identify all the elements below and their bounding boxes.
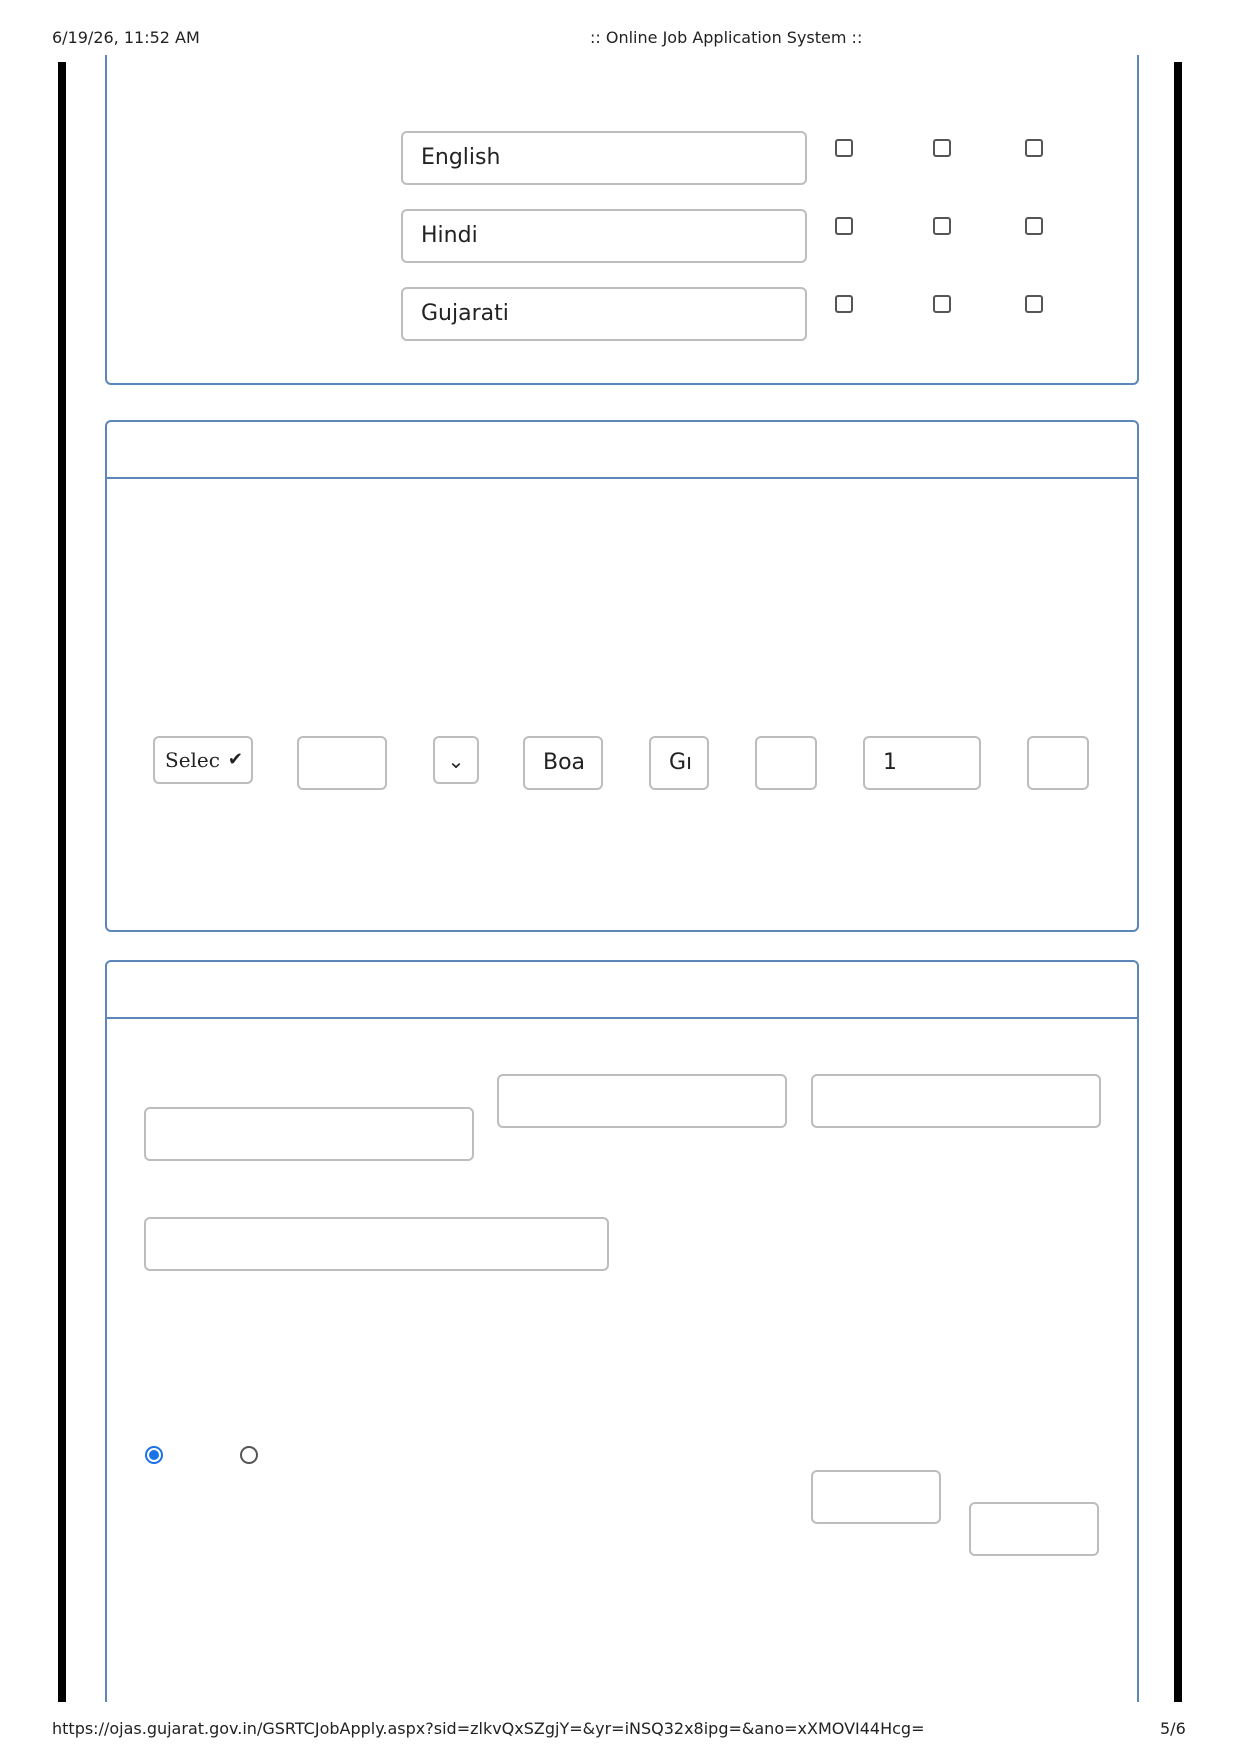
left-rail xyxy=(58,62,66,1702)
print-url: https://ojas.gujarat.gov.in/GSRTCJobApply.aspx?sid=zlkvQxSZgjY=&yr=iNSQ32x8ipg=&ano=xXMOVI44Hcg= xyxy=(52,1719,925,1738)
passing-year-input[interactable] xyxy=(755,736,817,790)
hindi-read-checkbox[interactable] xyxy=(835,217,853,235)
print-datetime: 6/19/26, 11:52 AM xyxy=(52,28,200,47)
english-read-checkbox[interactable] xyxy=(835,139,853,157)
institute-input[interactable]: Boa xyxy=(523,736,603,790)
right-rail xyxy=(1174,62,1182,1702)
class-select[interactable] xyxy=(433,736,479,784)
education-detail-select-value: Selec xyxy=(165,748,220,772)
hindi-speak-checkbox[interactable] xyxy=(1025,217,1043,235)
hindi-write-checkbox[interactable] xyxy=(933,217,951,235)
aadhar-input[interactable] xyxy=(144,1217,609,1271)
english-speak-checkbox[interactable] xyxy=(1025,139,1043,157)
print-page-number: 5/6 xyxy=(1160,1719,1186,1738)
last-trial-seat-input[interactable] xyxy=(1027,736,1089,790)
language-section xyxy=(105,55,1139,385)
valid-till-input[interactable] xyxy=(811,1074,1101,1128)
education-section-title xyxy=(107,422,1137,479)
print-page-title: :: Online Job Application System :: xyxy=(590,28,863,47)
language-input-english[interactable]: English xyxy=(401,131,807,185)
gujarati-write-checkbox[interactable] xyxy=(933,295,951,313)
license-date-input[interactable] xyxy=(497,1074,787,1128)
education-section xyxy=(105,420,1139,932)
percentage-input[interactable] xyxy=(297,736,387,790)
endorsement-date-input[interactable] xyxy=(811,1470,941,1524)
gujarati-read-checkbox[interactable] xyxy=(835,295,853,313)
language-input-hindi[interactable]: Hindi xyxy=(401,209,807,263)
outside-gujarat-radio[interactable] xyxy=(240,1446,258,1464)
education-detail-select[interactable] xyxy=(153,736,253,784)
gujarat-radio[interactable] xyxy=(145,1446,163,1464)
state-input[interactable]: Gı xyxy=(649,736,709,790)
english-write-checkbox[interactable] xyxy=(933,139,951,157)
license-section-title xyxy=(107,962,1137,1019)
nt-removal-date-input[interactable] xyxy=(969,1502,1099,1556)
license-section xyxy=(105,960,1139,1702)
chevron-down-icon: ✔ xyxy=(227,749,243,770)
chevron-down-icon: ⌄ xyxy=(447,749,465,773)
rto-license-number-input[interactable] xyxy=(144,1107,474,1161)
language-input-gujarati[interactable]: Gujarati xyxy=(401,287,807,341)
gujarati-speak-checkbox[interactable] xyxy=(1025,295,1043,313)
attempts-input[interactable]: 1 xyxy=(863,736,981,790)
